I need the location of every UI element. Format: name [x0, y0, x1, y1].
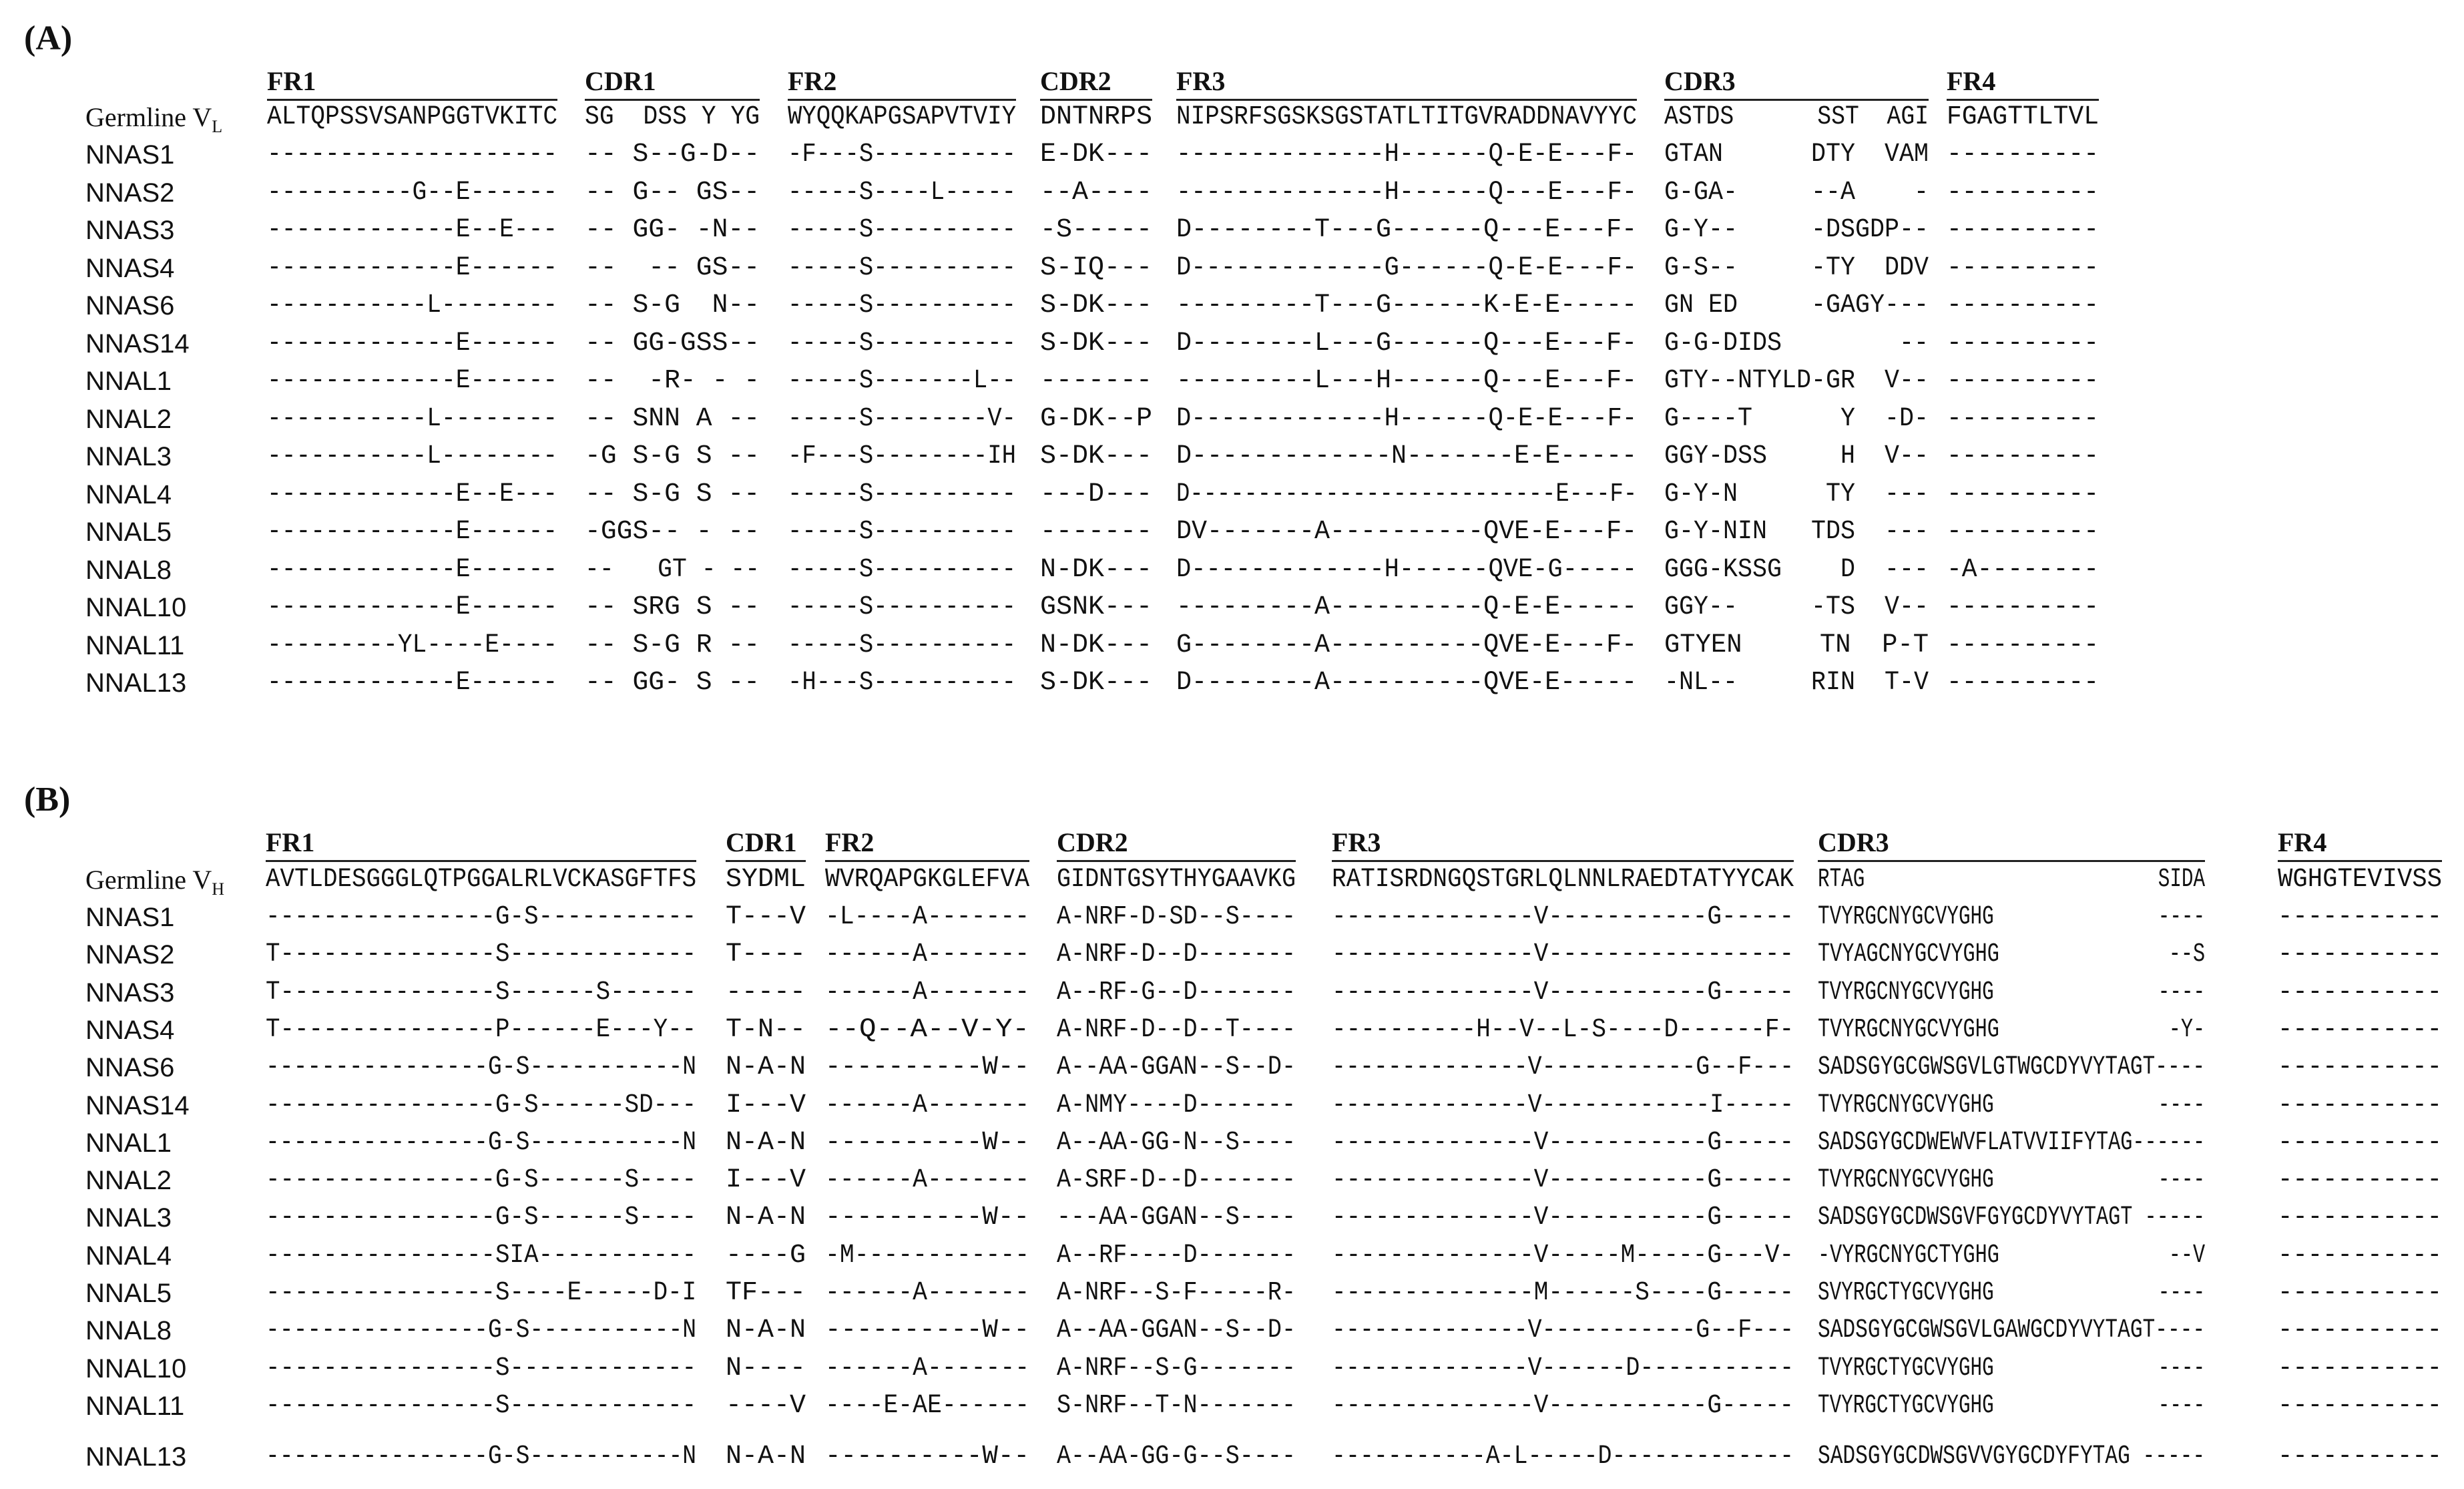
clone-name: NNAL11: [85, 630, 185, 660]
germline-seq-fr4: WGHGTEVIVSS: [2278, 865, 2443, 895]
clone-seq-cdr1: -- G-- GS--: [585, 177, 760, 208]
clone-seq-cdr3: SADSGYGCGWSGVLGAWGCDYVYTAGT----: [1818, 1315, 2206, 1346]
clone-seq-fr2: -L----A-------: [825, 902, 1030, 932]
clone-seq-fr1: ----------------G-S-----------N: [266, 1052, 697, 1083]
clone-seq-cdr3: TVYRGCTYGCVYGHG ----: [1818, 1353, 2206, 1384]
clone-seq-fr2: -----S----------: [788, 517, 1017, 547]
clone-seq-fr2: ----------W--: [825, 1442, 1030, 1472]
clone-seq-cdr2: A--RF-G--D-------: [1057, 977, 1296, 1008]
clone-name: NNAS2: [85, 178, 175, 208]
clone-seq-fr3: --------------M------S----G-----: [1332, 1278, 1794, 1308]
clone-seq-fr2: -----S----------: [788, 554, 1017, 585]
clone-seq-cdr2: S-DK---: [1040, 668, 1153, 698]
clone-seq-cdr1: N-A-N: [726, 1127, 806, 1158]
germline-seq-fr3: RATISRDNGQSTGRLQLNNLRAEDTATYYCAK: [1332, 865, 1794, 895]
clone-seq-cdr3: SADSGYGCGWSGVLGTWGCDYVYTAGT----: [1818, 1052, 2206, 1083]
clone-seq-fr2: -----S-------L--: [788, 366, 1017, 396]
clone-name: NNAS4: [85, 253, 175, 283]
clone-seq-fr2: -----S--------V-: [788, 403, 1017, 434]
clone-seq-fr1: T---------------S-------------: [266, 939, 697, 970]
clone-seq-fr4: -----------: [2278, 977, 2443, 1008]
clone-seq-fr2: ------A-------: [825, 939, 1030, 970]
clone-name: NNAL2: [85, 1166, 172, 1196]
clone-seq-fr1: --------------------: [267, 140, 558, 170]
germline-seq-fr1: ALTQPSSVSANPGGTVKITC: [267, 102, 558, 132]
clone-seq-fr2: -F---S--------IH: [788, 441, 1017, 471]
clone-seq-fr1: ----------------S-------------: [266, 1353, 697, 1384]
clone-seq-cdr1: T---V: [726, 902, 806, 932]
clone-seq-fr2: -----S----------: [788, 215, 1017, 245]
region-header-fr2: FR2: [788, 66, 837, 96]
clone-seq-fr2: ------A-------: [825, 1353, 1030, 1384]
germline-seq-fr2: WYQQKAPGSAPVTVIY: [788, 102, 1017, 132]
clone-seq-fr1: -------------E--E---: [267, 215, 558, 245]
clone-seq-cdr3: GGY-DSS H V--: [1664, 441, 1929, 471]
clone-seq-fr4: -A--------: [1947, 554, 2100, 585]
clone-seq-cdr2: A--AA-GGAN--S--D-: [1057, 1315, 1296, 1346]
clone-name: NNAL13: [85, 668, 187, 698]
region-header-cdr1: CDR1: [585, 66, 656, 96]
clone-seq-fr3: D-------------G------Q-E-E---F-: [1176, 252, 1638, 283]
clone-seq-cdr2: S-DK---: [1040, 328, 1153, 359]
clone-seq-fr1: -------------E------: [267, 554, 558, 585]
clone-seq-fr2: ----------W--: [825, 1052, 1030, 1083]
clone-seq-fr3: DV-------A----------QVE-E---F-: [1176, 517, 1638, 547]
germline-label-text: Germline V: [85, 102, 212, 132]
clone-seq-cdr1: ----G: [726, 1240, 806, 1271]
clone-seq-fr3: D-------------N-------E-E-----: [1176, 441, 1638, 471]
clone-seq-fr4: ----------: [1947, 366, 2100, 396]
clone-seq-cdr3: SADSGYGCDWEWVFLATVVIIFYTAG------: [1818, 1127, 2206, 1158]
clone-seq-fr1: -------------E------: [267, 668, 558, 698]
clone-seq-fr4: -----------: [2278, 1240, 2443, 1271]
clone-seq-cdr2: G-DK--P: [1040, 403, 1153, 434]
clone-name: NNAS14: [85, 1090, 190, 1120]
clone-seq-cdr2: S-IQ---: [1040, 252, 1153, 283]
clone-seq-fr3: --------------V-----------------: [1332, 939, 1794, 970]
germline-seq-cdr1: SG DSS Y YG: [585, 102, 760, 132]
clone-seq-fr2: ----------W--: [825, 1127, 1030, 1158]
clone-seq-fr2: -----S----------: [788, 630, 1017, 660]
clone-seq-fr2: ------A-------: [825, 1278, 1030, 1308]
clone-seq-cdr1: -- GT - --: [585, 554, 760, 585]
clone-name: NNAL11: [85, 1391, 185, 1421]
clone-seq-fr1: ----------------SIA-----------: [266, 1240, 697, 1271]
clone-name: NNAS3: [85, 978, 175, 1008]
clone-seq-cdr1: -- S-G S --: [585, 479, 760, 509]
clone-seq-fr4: ----------: [1947, 328, 2100, 359]
clone-seq-fr1: ----------------G-S-----------N: [266, 1442, 697, 1472]
clone-seq-fr3: D-------------H------QVE-G-----: [1176, 554, 1638, 585]
clone-seq-fr1: -------------E------: [267, 328, 558, 359]
clone-seq-cdr3: TVYRGCNYGCVYGHG ----: [1818, 902, 2206, 932]
clone-seq-cdr2: A-NRF-D--D--T----: [1057, 1014, 1296, 1045]
clone-seq-fr3: --------------V-----------G-----: [1332, 902, 1794, 932]
clone-seq-fr1: -----------L--------: [267, 441, 558, 471]
germline-seq-cdr1: SYDML: [726, 865, 806, 895]
clone-seq-fr4: -----------: [2278, 1390, 2443, 1421]
clone-seq-cdr1: T-N--: [726, 1014, 806, 1045]
clone-seq-fr1: ----------G--E------: [267, 177, 558, 208]
clone-seq-cdr2: E-DK---: [1040, 140, 1153, 170]
clone-seq-fr4: ----------: [1947, 140, 2100, 170]
clone-seq-fr1: -----------L--------: [267, 290, 558, 321]
clone-seq-fr3: ---------A----------Q-E-E-----: [1176, 592, 1638, 622]
clone-name: NNAL4: [85, 1241, 172, 1271]
clone-name: NNAL8: [85, 555, 172, 585]
clone-seq-fr2: -----S----------: [788, 479, 1017, 509]
clone-seq-fr2: ------A-------: [825, 977, 1030, 1008]
clone-seq-fr1: ----------------G-S------S----: [266, 1165, 697, 1196]
clone-seq-fr3: --------------V-----------G--F---: [1332, 1052, 1794, 1083]
clone-seq-fr3: --------------V-----M-----G---V-: [1332, 1240, 1794, 1271]
clone-name: NNAL1: [85, 1128, 172, 1158]
clone-seq-cdr2: A-NMY----D-------: [1057, 1090, 1296, 1120]
clone-seq-cdr2: S-DK---: [1040, 290, 1153, 321]
clone-seq-fr1: ----------------G-S------S----: [266, 1203, 697, 1233]
clone-seq-cdr3: GN ED -GAGY---: [1664, 290, 1929, 321]
clone-seq-fr1: -------------E------: [267, 252, 558, 283]
clone-seq-fr4: ----------: [1947, 290, 2100, 321]
clone-seq-fr1: -------------E------: [267, 366, 558, 396]
clone-seq-fr3: --------------V-----------G-----: [1332, 1203, 1794, 1233]
clone-seq-cdr1: -- GG- -N--: [585, 215, 760, 245]
clone-name: NNAS14: [85, 329, 190, 359]
clone-seq-fr1: ----------------S----E-----D-I: [266, 1278, 697, 1308]
clone-name: NNAL2: [85, 404, 172, 434]
region-header-fr3: FR3: [1176, 66, 1226, 96]
germline-label-text: Germline V: [85, 865, 212, 895]
clone-seq-fr1: ----------------G-S-----------N: [266, 1315, 697, 1346]
clone-name: NNAL1: [85, 367, 172, 396]
clone-name: NNAL3: [85, 442, 172, 471]
clone-seq-cdr1: -G S-G S --: [585, 441, 760, 471]
clone-name: NNAL4: [85, 479, 172, 509]
region-header-fr1: FR1: [266, 827, 315, 857]
clone-seq-fr1: ----------------G-S------SD---: [266, 1090, 697, 1120]
region-header-cdr3: CDR3: [1664, 66, 1736, 96]
clone-seq-fr3: ----------H--V--L-S----D------F-: [1332, 1014, 1794, 1045]
clone-seq-cdr1: -- SRG S --: [585, 592, 760, 622]
region-header-cdr2: CDR2: [1057, 827, 1128, 857]
clone-seq-cdr3: -VYRGCNYGCTYGHG --V: [1818, 1240, 2206, 1271]
region-header-cdr1: CDR1: [726, 827, 797, 857]
clone-seq-cdr1: -- -R- - -: [585, 366, 760, 396]
clone-seq-cdr3: G-Y-NIN TDS ---: [1664, 517, 1929, 547]
clone-seq-fr4: -----------: [2278, 1014, 2443, 1045]
clone-seq-cdr2: --A----: [1040, 177, 1153, 208]
clone-seq-cdr1: -- GG-GSS--: [585, 328, 760, 359]
clone-seq-cdr1: -GGS-- - --: [585, 517, 760, 547]
clone-seq-fr4: ----------: [1947, 592, 2100, 622]
clone-seq-fr2: ----------W--: [825, 1203, 1030, 1233]
clone-seq-fr2: ------A-------: [825, 1090, 1030, 1120]
clone-seq-cdr1: -- S--G-D--: [585, 140, 760, 170]
clone-seq-cdr3: TVYRGCTYGCVYGHG ----: [1818, 1390, 2206, 1421]
clone-seq-cdr1: -- SNN A --: [585, 403, 760, 434]
clone-seq-fr4: -----------: [2278, 902, 2443, 932]
panelA-label: (A): [24, 19, 73, 57]
clone-seq-fr4: ----------: [1947, 403, 2100, 434]
clone-seq-cdr1: N----: [726, 1353, 806, 1384]
clone-name: NNAL8: [85, 1316, 172, 1346]
clone-seq-fr2: -----S----------: [788, 290, 1017, 321]
clone-seq-fr2: -----S----------: [788, 592, 1017, 622]
clone-seq-cdr3: TVYRGCNYGCVYGHG -Y-: [1818, 1014, 2206, 1045]
clone-seq-fr4: ----------: [1947, 177, 2100, 208]
clone-seq-fr4: ----------: [1947, 479, 2100, 509]
clone-seq-cdr2: S-NRF--T-N-------: [1057, 1390, 1296, 1421]
clone-seq-cdr1: -- GG- S --: [585, 668, 760, 698]
clone-seq-cdr1: N-A-N: [726, 1442, 806, 1472]
clone-seq-cdr1: -- S-G R --: [585, 630, 760, 660]
clone-seq-cdr3: G-S-- -TY DDV: [1664, 252, 1929, 283]
clone-seq-fr3: --------------V-----------G-----: [1332, 977, 1794, 1008]
germline-seq-cdr2: DNTNRPS: [1040, 102, 1153, 132]
clone-seq-fr4: -----------: [2278, 1315, 2443, 1346]
clone-seq-fr3: ---------L---H------Q---E---F-: [1176, 366, 1638, 396]
region-header-cdr3: CDR3: [1818, 827, 1889, 857]
clone-seq-cdr2: -------: [1040, 366, 1153, 396]
clone-seq-cdr1: TF---: [726, 1278, 806, 1308]
clone-seq-fr3: --------------V-----------G-----: [1332, 1165, 1794, 1196]
clone-seq-cdr3: G-Y-- -DSGDP--: [1664, 215, 1929, 245]
clone-seq-fr1: ----------------G-S-----------: [266, 902, 697, 932]
clone-seq-cdr2: A--RF----D-------: [1057, 1240, 1296, 1271]
clone-seq-fr1: T---------------S------S------: [266, 977, 697, 1008]
clone-seq-fr4: -----------: [2278, 1278, 2443, 1308]
clone-seq-fr4: ----------: [1947, 517, 2100, 547]
germline-seq-fr4: FGAGTTLTVL: [1947, 102, 2100, 132]
clone-seq-fr4: -----------: [2278, 1052, 2443, 1083]
clone-seq-fr3: ---------T---G------K-E-E-----: [1176, 290, 1638, 321]
clone-name: NNAL5: [85, 517, 172, 547]
clone-seq-cdr2: A-NRF-D--D-------: [1057, 939, 1296, 970]
clone-seq-cdr3: -NL-- RIN T-V: [1664, 668, 1929, 698]
germline-seq-cdr3: RTAG SIDA: [1818, 865, 2206, 895]
clone-seq-fr1: T---------------P------E---Y--: [266, 1014, 697, 1045]
clone-seq-cdr1: I---V: [726, 1165, 806, 1196]
clone-seq-fr2: ----------W--: [825, 1315, 1030, 1346]
clone-seq-cdr1: N-A-N: [726, 1052, 806, 1083]
clone-seq-fr4: -----------: [2278, 1127, 2443, 1158]
clone-seq-fr2: -----S----L-----: [788, 177, 1017, 208]
clone-seq-cdr3: G-G-DIDS --: [1664, 328, 1929, 359]
clone-seq-cdr2: ---D---: [1040, 479, 1153, 509]
clone-seq-fr3: G--------A----------QVE-E---F-: [1176, 630, 1638, 660]
clone-seq-cdr2: GSNK---: [1040, 592, 1153, 622]
clone-seq-cdr2: A-NRF--S-F-----R-: [1057, 1278, 1296, 1308]
panelB-label: (B): [24, 781, 71, 819]
clone-name: NNAL5: [85, 1279, 172, 1308]
clone-seq-cdr2: A--AA-GGAN--S--D-: [1057, 1052, 1296, 1083]
clone-seq-fr4: ----------: [1947, 668, 2100, 698]
clone-seq-cdr1: N-A-N: [726, 1203, 806, 1233]
clone-seq-fr3: D-------------H------Q-E-E---F-: [1176, 403, 1638, 434]
clone-seq-fr4: -----------: [2278, 939, 2443, 970]
clone-seq-cdr3: TVYAGCNYGCVYGHG --S: [1818, 939, 2206, 970]
clone-seq-fr4: -----------: [2278, 1353, 2443, 1384]
clone-seq-fr3: --------------V-----------G-----: [1332, 1127, 1794, 1158]
clone-seq-cdr3: TVYRGCNYGCVYGHG ----: [1818, 1165, 2206, 1196]
clone-seq-cdr2: -------: [1040, 517, 1153, 547]
clone-seq-cdr1: -- S-G N--: [585, 290, 760, 321]
clone-seq-fr2: -H---S----------: [788, 668, 1017, 698]
clone-seq-cdr3: TVYRGCNYGCVYGHG ----: [1818, 977, 2206, 1008]
clone-seq-fr3: D--------A----------QVE-E-----: [1176, 668, 1638, 698]
clone-seq-fr3: --------------V-----------G--F---: [1332, 1315, 1794, 1346]
clone-name: NNAL13: [85, 1442, 187, 1472]
clone-seq-fr3: --------------H------Q-E-E---F-: [1176, 140, 1638, 170]
clone-seq-fr1: ---------YL----E----: [267, 630, 558, 660]
germline-seq-cdr3: ASTDS SST AGI: [1664, 102, 1929, 132]
clone-name: NNAS6: [85, 291, 175, 321]
clone-seq-cdr2: A--AA-GG-N--S----: [1057, 1127, 1296, 1158]
clone-seq-cdr3: GTYEN TN P-T: [1664, 630, 1929, 660]
clone-seq-fr4: -----------: [2278, 1203, 2443, 1233]
clone-seq-fr3: D--------T---G------Q---E---F-: [1176, 215, 1638, 245]
clone-seq-cdr2: -S-----: [1040, 215, 1153, 245]
clone-seq-cdr3: SADSGYGCDWSGVVGYGCDYFYTAG -----: [1818, 1442, 2206, 1472]
clone-name: NNAL10: [85, 593, 187, 622]
clone-name: NNAS4: [85, 1015, 175, 1045]
clone-seq-cdr3: GGY-- -TS V--: [1664, 592, 1929, 622]
clone-seq-fr2: ------A-------: [825, 1165, 1030, 1196]
clone-seq-cdr2: S-DK---: [1040, 441, 1153, 471]
clone-name: NNAS2: [85, 940, 175, 970]
clone-name: NNAL3: [85, 1203, 172, 1233]
clone-name: NNAL10: [85, 1353, 187, 1384]
clone-seq-cdr3: SVYRGCTYGCVYGHG ----: [1818, 1278, 2206, 1308]
clone-seq-fr4: ----------: [1947, 441, 2100, 471]
region-header-fr1: FR1: [267, 66, 316, 96]
clone-seq-fr4: -----------: [2278, 1090, 2443, 1120]
clone-seq-fr3: --------------V------------I-----: [1332, 1090, 1794, 1120]
clone-seq-fr3: D---------------------------E---F-: [1176, 479, 1638, 509]
germline-label-subscript: H: [212, 879, 224, 899]
clone-name: NNAS1: [85, 140, 175, 170]
clone-seq-fr4: ----------: [1947, 252, 2100, 283]
clone-seq-cdr1: ----V: [726, 1390, 806, 1421]
clone-seq-fr2: ----E-AE------: [825, 1390, 1030, 1421]
clone-seq-cdr1: N-A-N: [726, 1315, 806, 1346]
clone-seq-cdr3: SADSGYGCDWSGVFGYGCDYVYTAGT -----: [1818, 1203, 2206, 1233]
clone-seq-fr2: --Q--A--V-Y-: [825, 1014, 1030, 1045]
clone-seq-fr1: -------------E------: [267, 517, 558, 547]
clone-seq-fr3: -----------A-L-----D-------------: [1332, 1442, 1794, 1472]
clone-seq-fr1: ----------------G-S-----------N: [266, 1127, 697, 1158]
clone-seq-fr4: -----------: [2278, 1165, 2443, 1196]
clone-seq-fr2: -F---S----------: [788, 140, 1017, 170]
clone-seq-cdr2: A-NRF-D-SD--S----: [1057, 902, 1296, 932]
clone-seq-cdr2: A--AA-GG-G--S----: [1057, 1442, 1296, 1472]
clone-seq-cdr2: N-DK---: [1040, 554, 1153, 585]
germline-seq-fr1: AVTLDESGGGLQTPGGALRLVCKASGFTFS: [266, 865, 697, 895]
clone-seq-fr1: -------------E------: [267, 592, 558, 622]
clone-seq-cdr2: A-NRF--S-G-------: [1057, 1353, 1296, 1384]
region-header-fr3: FR3: [1332, 827, 1381, 857]
clone-seq-fr3: --------------H------Q---E---F-: [1176, 177, 1638, 208]
clone-seq-fr3: --------------V-----------G-----: [1332, 1390, 1794, 1421]
clone-name: NNAS1: [85, 903, 175, 932]
clone-seq-fr4: ----------: [1947, 630, 2100, 660]
clone-seq-cdr2: ---AA-GGAN--S----: [1057, 1203, 1296, 1233]
clone-seq-cdr3: TVYRGCNYGCVYGHG ----: [1818, 1090, 2206, 1120]
clone-seq-fr2: -----S----------: [788, 328, 1017, 359]
clone-seq-fr4: ----------: [1947, 215, 2100, 245]
region-header-cdr2: CDR2: [1040, 66, 1112, 96]
clone-seq-fr1: -----------L--------: [267, 403, 558, 434]
clone-seq-fr2: -----S----------: [788, 252, 1017, 283]
germline-label-subscript: L: [212, 117, 223, 136]
clone-seq-fr4: -----------: [2278, 1442, 2443, 1472]
germline-seq-cdr2: GIDNTGSYTHYGAAVKG: [1057, 865, 1296, 895]
clone-seq-cdr3: G-Y-N TY ---: [1664, 479, 1929, 509]
clone-seq-cdr1: -- -- GS--: [585, 252, 760, 283]
germline-seq-fr3: NIPSRFSGSKSGSTATLTITGVRADDNAVYYC: [1176, 102, 1638, 132]
clone-seq-cdr3: GTAN DTY VAM: [1664, 140, 1929, 170]
clone-seq-fr2: -M------------: [825, 1240, 1030, 1271]
region-header-fr4: FR4: [2278, 827, 2327, 857]
clone-seq-fr1: ----------------S-------------: [266, 1390, 697, 1421]
clone-name: NNAS6: [85, 1053, 175, 1083]
clone-seq-fr3: D--------L---G------Q---E---F-: [1176, 328, 1638, 359]
clone-seq-cdr2: N-DK---: [1040, 630, 1153, 660]
clone-seq-cdr3: G----T Y -D-: [1664, 403, 1929, 434]
clone-seq-cdr3: GGG-KSSG D ---: [1664, 554, 1929, 585]
clone-seq-fr1: -------------E--E---: [267, 479, 558, 509]
clone-seq-cdr1: -----: [726, 977, 806, 1008]
region-header-fr2: FR2: [825, 827, 875, 857]
clone-seq-cdr1: I---V: [726, 1090, 806, 1120]
clone-seq-cdr2: A-SRF-D--D-------: [1057, 1165, 1296, 1196]
region-header-fr4: FR4: [1947, 66, 1996, 96]
clone-seq-cdr3: GTY--NTYLD-GR V--: [1664, 366, 1929, 396]
clone-seq-cdr3: G-GA- --A -: [1664, 177, 1929, 208]
clone-name: NNAS3: [85, 216, 175, 245]
clone-seq-fr3: --------------V------D-----------: [1332, 1353, 1794, 1384]
germline-seq-fr2: WVRQAPGKGLEFVA: [825, 865, 1030, 895]
clone-seq-cdr1: T----: [726, 939, 806, 970]
